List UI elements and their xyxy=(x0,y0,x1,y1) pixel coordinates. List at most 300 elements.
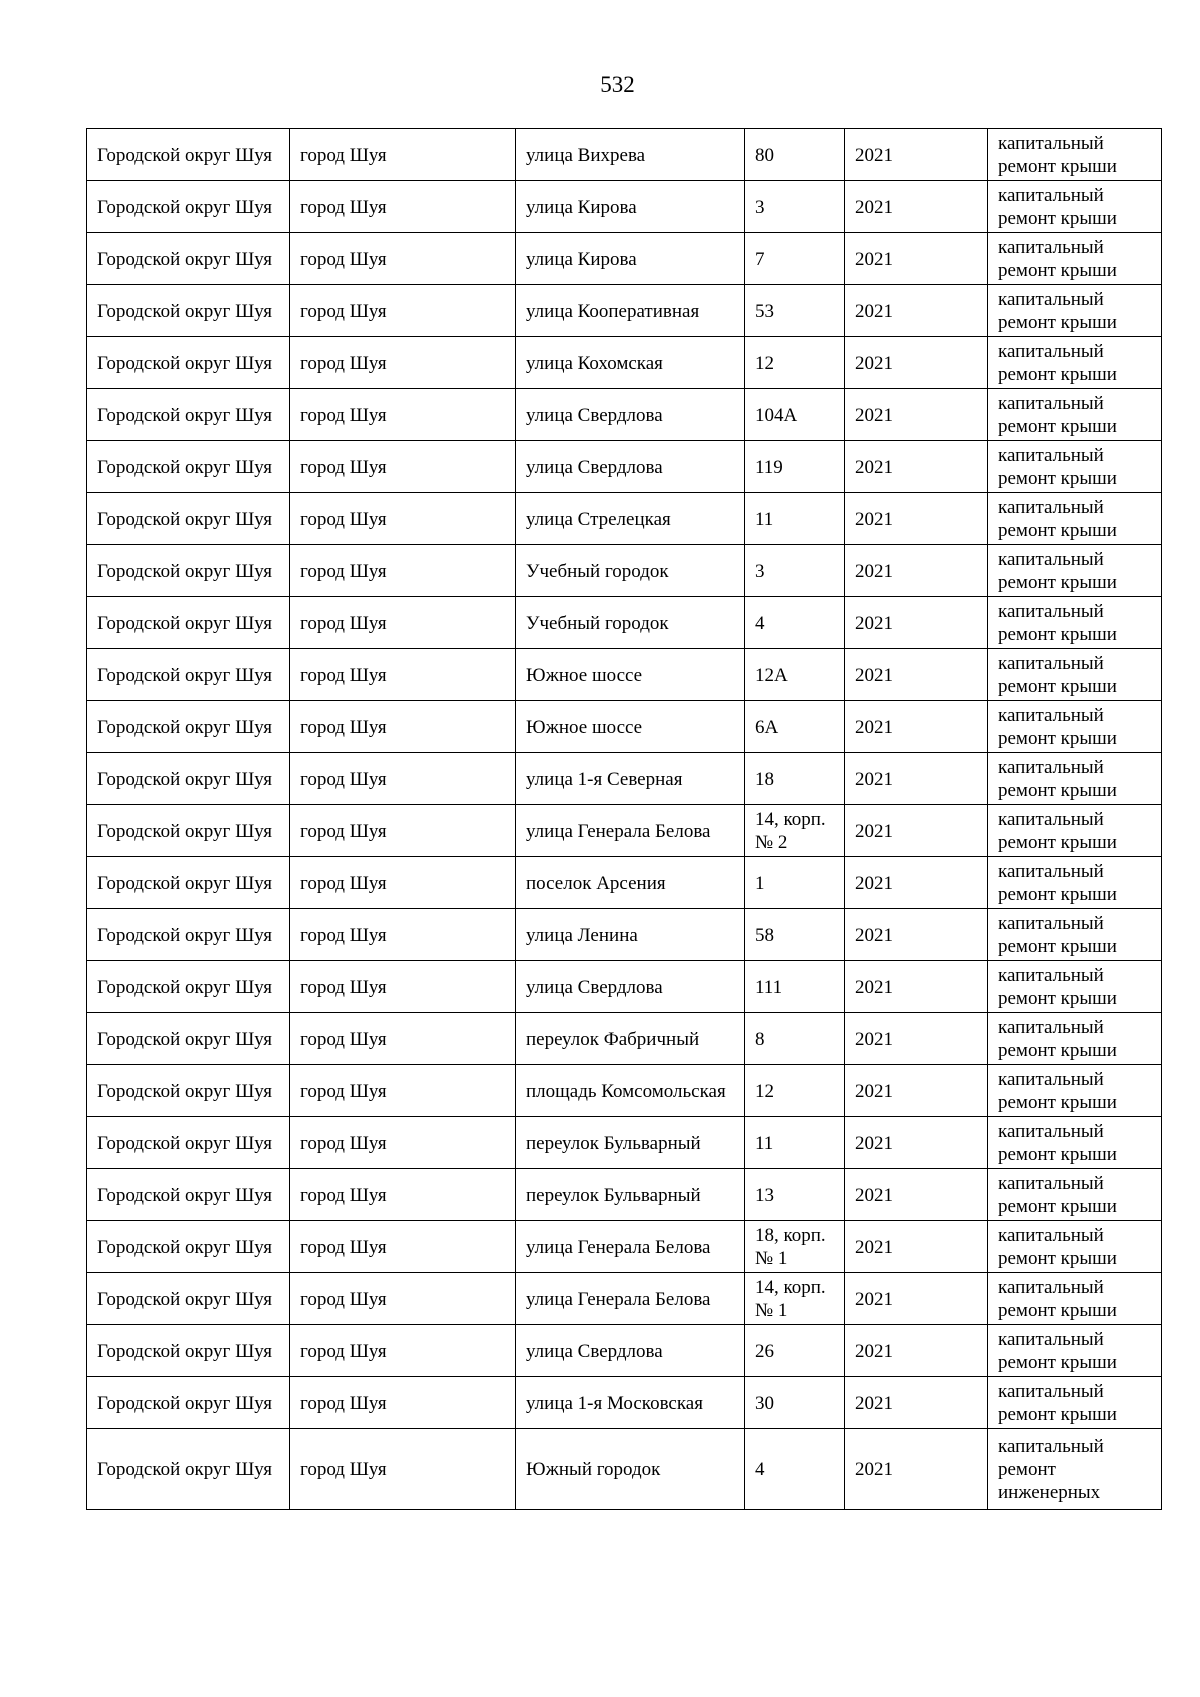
cell-municipality-text: Городской округ Шуя xyxy=(97,716,273,738)
cell-year xyxy=(845,181,988,233)
table-row xyxy=(87,545,1162,597)
cell-work-type-text: капитальный ремонт крыши xyxy=(998,1173,1117,1217)
cell-municipality-text: Городской округ Шуя xyxy=(97,404,273,426)
cell-house-number xyxy=(745,285,845,337)
cell-work-type xyxy=(988,961,1162,1013)
cell-work-type xyxy=(988,1377,1162,1429)
cell-house-number-text: 7 xyxy=(755,248,765,270)
cell-house-number xyxy=(745,961,845,1013)
cell-locality-text: город Шуя xyxy=(300,820,387,842)
cell-work-type-text: капитальный ремонт крыши xyxy=(998,809,1117,853)
cell-street-text: улица Свердлова xyxy=(526,404,663,426)
cell-house-number xyxy=(745,233,845,285)
cell-house-number-text: 6А xyxy=(755,716,779,738)
cell-year-text: 2021 xyxy=(855,1184,893,1206)
cell-house-number-text: 12 xyxy=(755,352,774,374)
cell-locality-text: город Шуя xyxy=(300,716,387,738)
cell-locality-text: город Шуя xyxy=(300,924,387,946)
cell-locality-text: город Шуя xyxy=(300,1340,387,1362)
cell-municipality xyxy=(87,129,290,181)
cell-street xyxy=(516,909,745,961)
cell-street-text: Южный городок xyxy=(526,1459,661,1480)
cell-street-text: улица Стрелецкая xyxy=(526,508,671,530)
cell-municipality xyxy=(87,285,290,337)
cell-year xyxy=(845,1221,988,1273)
cell-work-type xyxy=(988,909,1162,961)
cell-house-number-text: 12А xyxy=(755,664,788,686)
cell-municipality-text: Городской округ Шуя xyxy=(97,352,273,374)
cell-work-type-text: капитальный ремонт крыши xyxy=(998,913,1117,957)
cell-municipality xyxy=(87,1221,290,1273)
cell-house-number xyxy=(745,1325,845,1377)
cell-year-text: 2021 xyxy=(855,1132,893,1154)
table-row xyxy=(87,1429,1162,1510)
cell-year-text: 2021 xyxy=(855,456,893,478)
cell-locality-text: город Шуя xyxy=(300,508,387,530)
table-row xyxy=(87,285,1162,337)
cell-municipality-text: Городской округ Шуя xyxy=(97,1236,273,1258)
cell-house-number-text: 58 xyxy=(755,924,774,946)
cell-house-number xyxy=(745,1013,845,1065)
cell-house-number-text: 80 xyxy=(755,144,774,166)
cell-work-type-text: капитальный ремонт крыши xyxy=(998,289,1117,333)
cell-locality xyxy=(290,493,516,545)
cell-street xyxy=(516,753,745,805)
cell-locality-text: город Шуя xyxy=(300,196,387,218)
table-row xyxy=(87,1065,1162,1117)
cell-street-text: Южное шоссе xyxy=(526,716,643,738)
table-row xyxy=(87,1325,1162,1377)
cell-house-number-text: 119 xyxy=(755,456,783,478)
cell-year-text: 2021 xyxy=(855,1236,893,1258)
cell-work-type-text: капитальный ремонт крыши xyxy=(998,445,1117,489)
cell-work-type xyxy=(988,753,1162,805)
cell-work-type-text: капитальный ремонт крыши xyxy=(998,1225,1117,1269)
cell-street xyxy=(516,337,745,389)
cell-house-number xyxy=(745,129,845,181)
cell-municipality xyxy=(87,1169,290,1221)
cell-locality-text: город Шуя xyxy=(300,248,387,270)
cell-work-type-text: капитальный ремонт крыши xyxy=(998,237,1117,281)
table-row xyxy=(87,701,1162,753)
cell-street-text: улица Кооперативная xyxy=(526,300,700,322)
cell-house-number-text: 3 xyxy=(755,196,765,218)
cell-municipality-text: Городской округ Шуя xyxy=(97,1392,273,1414)
cell-house-number-text: 8 xyxy=(755,1028,765,1050)
cell-municipality xyxy=(87,181,290,233)
cell-municipality-text: Городской округ Шуя xyxy=(97,508,273,530)
cell-street xyxy=(516,1013,745,1065)
cell-year xyxy=(845,233,988,285)
table-row xyxy=(87,1377,1162,1429)
cell-municipality-text: Городской округ Шуя xyxy=(97,300,273,322)
cell-house-number xyxy=(745,337,845,389)
cell-work-type xyxy=(988,1429,1162,1510)
cell-work-type-text: капитальный ремонт крыши xyxy=(998,549,1117,593)
cell-street xyxy=(516,597,745,649)
cell-year-text: 2021 xyxy=(855,1459,893,1480)
cell-house-number-text: 14, корп. № 1 xyxy=(755,1277,826,1321)
cell-locality-text: город Шуя xyxy=(300,1288,387,1310)
cell-work-type xyxy=(988,701,1162,753)
cell-street xyxy=(516,1429,745,1510)
cell-street-text: улица Свердлова xyxy=(526,1340,663,1362)
cell-locality xyxy=(290,233,516,285)
cell-street xyxy=(516,1325,745,1377)
cell-street-text: улица 1-я Московская xyxy=(526,1392,703,1414)
cell-street xyxy=(516,1221,745,1273)
cell-year-text: 2021 xyxy=(855,1288,893,1310)
cell-locality xyxy=(290,701,516,753)
cell-year-text: 2021 xyxy=(855,352,893,374)
cell-locality-text: город Шуя xyxy=(300,352,387,374)
cell-year-text: 2021 xyxy=(855,716,893,738)
cell-locality-text: город Шуя xyxy=(300,976,387,998)
cell-municipality-text: Городской округ Шуя xyxy=(97,1132,273,1154)
table-body xyxy=(87,129,1162,1510)
cell-house-number-text: 30 xyxy=(755,1392,774,1414)
cell-municipality xyxy=(87,649,290,701)
cell-municipality xyxy=(87,753,290,805)
cell-house-number-text: 13 xyxy=(755,1184,774,1206)
cell-locality-text: город Шуя xyxy=(300,664,387,686)
cell-locality-text: город Шуя xyxy=(300,456,387,478)
cell-locality xyxy=(290,1117,516,1169)
cell-street-text: улица Генерала Белова xyxy=(526,1288,711,1310)
cell-house-number xyxy=(745,649,845,701)
cell-municipality-text: Городской округ Шуя xyxy=(97,1184,273,1206)
table-row xyxy=(87,337,1162,389)
cell-locality xyxy=(290,181,516,233)
cell-year xyxy=(845,129,988,181)
cell-street-text: улица Кохомская xyxy=(526,352,663,374)
cell-year xyxy=(845,1377,988,1429)
cell-work-type-text: капитальный ремонт крыши xyxy=(998,1069,1117,1113)
cell-work-type-text: капитальный ремонт крыши xyxy=(998,601,1117,645)
cell-work-type xyxy=(988,285,1162,337)
cell-work-type xyxy=(988,1013,1162,1065)
cell-locality xyxy=(290,1221,516,1273)
cell-locality xyxy=(290,961,516,1013)
cell-locality xyxy=(290,1013,516,1065)
cell-municipality xyxy=(87,1429,290,1510)
cell-work-type-text: капитальный ремонт крыши xyxy=(998,133,1117,177)
table-row xyxy=(87,1117,1162,1169)
cell-house-number-text: 111 xyxy=(755,976,783,998)
cell-street xyxy=(516,545,745,597)
cell-year-text: 2021 xyxy=(855,404,893,426)
cell-year-text: 2021 xyxy=(855,560,893,582)
cell-street-text: улица Кирова xyxy=(526,248,637,270)
cell-work-type xyxy=(988,441,1162,493)
cell-municipality xyxy=(87,337,290,389)
cell-house-number xyxy=(745,1221,845,1273)
cell-locality xyxy=(290,753,516,805)
cell-municipality-text: Городской округ Шуя xyxy=(97,976,273,998)
table-row xyxy=(87,649,1162,701)
cell-work-type-text: капитальный ремонт инженерных xyxy=(998,1436,1104,1503)
cell-house-number xyxy=(745,701,845,753)
cell-house-number xyxy=(745,389,845,441)
cell-street-text: Учебный городок xyxy=(526,612,669,634)
cell-locality xyxy=(290,1273,516,1325)
cell-street xyxy=(516,857,745,909)
cell-house-number-text: 11 xyxy=(755,1132,774,1154)
cell-municipality xyxy=(87,961,290,1013)
cell-year xyxy=(845,337,988,389)
cell-year xyxy=(845,1429,988,1510)
cell-house-number xyxy=(745,1429,845,1510)
cell-street-text: Учебный городок xyxy=(526,560,669,582)
cell-year-text: 2021 xyxy=(855,664,893,686)
cell-street-text: улица Генерала Белова xyxy=(526,820,711,842)
cell-locality-text: город Шуя xyxy=(300,144,387,166)
cell-municipality-text: Городской округ Шуя xyxy=(97,1459,273,1480)
repair-schedule-table xyxy=(86,128,1162,1510)
cell-municipality xyxy=(87,1117,290,1169)
cell-year-text: 2021 xyxy=(855,976,893,998)
cell-street-text: Южное шоссе xyxy=(526,664,643,686)
cell-year xyxy=(845,649,988,701)
cell-year-text: 2021 xyxy=(855,768,893,790)
cell-municipality-text: Городской округ Шуя xyxy=(97,820,273,842)
cell-locality-text: город Шуя xyxy=(300,1236,387,1258)
cell-work-type-text: капитальный ремонт крыши xyxy=(998,861,1117,905)
cell-locality-text: город Шуя xyxy=(300,1392,387,1414)
cell-house-number-text: 4 xyxy=(755,1459,765,1480)
cell-municipality-text: Городской округ Шуя xyxy=(97,144,273,166)
cell-year-text: 2021 xyxy=(855,508,893,530)
table-row xyxy=(87,441,1162,493)
cell-street-text: улица Свердлова xyxy=(526,456,663,478)
cell-street xyxy=(516,649,745,701)
cell-municipality xyxy=(87,1065,290,1117)
cell-work-type-text: капитальный ремонт крыши xyxy=(998,1121,1117,1165)
table-row xyxy=(87,597,1162,649)
cell-work-type xyxy=(988,597,1162,649)
cell-house-number xyxy=(745,753,845,805)
cell-house-number xyxy=(745,1065,845,1117)
cell-work-type xyxy=(988,805,1162,857)
cell-house-number xyxy=(745,597,845,649)
cell-work-type xyxy=(988,1325,1162,1377)
table-row xyxy=(87,1273,1162,1325)
cell-municipality-text: Городской округ Шуя xyxy=(97,248,273,270)
cell-municipality xyxy=(87,1377,290,1429)
cell-municipality xyxy=(87,701,290,753)
cell-municipality-text: Городской округ Шуя xyxy=(97,664,273,686)
cell-work-type-text: капитальный ремонт крыши xyxy=(998,653,1117,697)
cell-year-text: 2021 xyxy=(855,196,893,218)
cell-street xyxy=(516,701,745,753)
cell-year xyxy=(845,493,988,545)
cell-work-type xyxy=(988,1221,1162,1273)
cell-work-type-text: капитальный ремонт крыши xyxy=(998,393,1117,437)
cell-street xyxy=(516,129,745,181)
cell-year-text: 2021 xyxy=(855,820,893,842)
cell-locality xyxy=(290,597,516,649)
cell-municipality-text: Городской округ Шуя xyxy=(97,1288,273,1310)
cell-year xyxy=(845,701,988,753)
cell-locality xyxy=(290,1429,516,1510)
cell-year xyxy=(845,805,988,857)
cell-work-type xyxy=(988,1117,1162,1169)
cell-municipality-text: Городской округ Шуя xyxy=(97,612,273,634)
cell-street-text: улица Вихрева xyxy=(526,144,646,166)
cell-house-number-text: 12 xyxy=(755,1080,774,1102)
cell-street xyxy=(516,1273,745,1325)
cell-year xyxy=(845,857,988,909)
cell-locality-text: город Шуя xyxy=(300,768,387,790)
cell-street-text: переулок Бульварный xyxy=(526,1132,701,1154)
cell-locality-text: город Шуя xyxy=(300,1028,387,1050)
cell-work-type-text: капитальный ремонт крыши xyxy=(998,1277,1117,1321)
cell-work-type xyxy=(988,1273,1162,1325)
cell-house-number xyxy=(745,545,845,597)
cell-work-type-text: капитальный ремонт крыши xyxy=(998,1381,1117,1425)
table-row xyxy=(87,129,1162,181)
cell-locality xyxy=(290,1377,516,1429)
cell-municipality-text: Городской округ Шуя xyxy=(97,456,273,478)
cell-municipality xyxy=(87,1013,290,1065)
cell-locality-text: город Шуя xyxy=(300,560,387,582)
cell-locality xyxy=(290,649,516,701)
cell-year xyxy=(845,285,988,337)
cell-municipality xyxy=(87,1273,290,1325)
cell-locality-text: город Шуя xyxy=(300,1184,387,1206)
cell-work-type xyxy=(988,649,1162,701)
cell-locality xyxy=(290,545,516,597)
cell-house-number xyxy=(745,1273,845,1325)
cell-work-type xyxy=(988,181,1162,233)
cell-work-type xyxy=(988,857,1162,909)
cell-municipality-text: Городской округ Шуя xyxy=(97,872,273,894)
cell-work-type-text: капитальный ремонт крыши xyxy=(998,757,1117,801)
cell-street-text: улица Ленина xyxy=(526,924,638,946)
cell-year-text: 2021 xyxy=(855,872,893,894)
cell-work-type-text: капитальный ремонт крыши xyxy=(998,965,1117,1009)
cell-year xyxy=(845,1013,988,1065)
cell-locality xyxy=(290,1325,516,1377)
cell-work-type-text: капитальный ремонт крыши xyxy=(998,1017,1117,1061)
cell-year xyxy=(845,1065,988,1117)
cell-locality xyxy=(290,337,516,389)
cell-municipality-text: Городской округ Шуя xyxy=(97,1080,273,1102)
cell-street-text: улица Генерала Белова xyxy=(526,1236,711,1258)
cell-street-text: улица Свердлова xyxy=(526,976,663,998)
table-row xyxy=(87,233,1162,285)
cell-house-number xyxy=(745,1117,845,1169)
cell-house-number-text: 11 xyxy=(755,508,774,530)
cell-house-number-text: 26 xyxy=(755,1340,774,1362)
cell-year xyxy=(845,1325,988,1377)
table-row xyxy=(87,1169,1162,1221)
cell-house-number-text: 53 xyxy=(755,300,774,322)
cell-house-number xyxy=(745,909,845,961)
cell-work-type xyxy=(988,129,1162,181)
cell-house-number-text: 18, корп. № 1 xyxy=(755,1225,826,1269)
cell-house-number-text: 104А xyxy=(755,404,798,426)
cell-municipality-text: Городской округ Шуя xyxy=(97,1028,273,1050)
cell-street-text: поселок Арсения xyxy=(526,872,666,894)
table-row xyxy=(87,389,1162,441)
cell-work-type-text: капитальный ремонт крыши xyxy=(998,1329,1117,1373)
cell-work-type xyxy=(988,389,1162,441)
cell-locality xyxy=(290,441,516,493)
cell-house-number xyxy=(745,441,845,493)
cell-year xyxy=(845,597,988,649)
cell-house-number-text: 3 xyxy=(755,560,765,582)
cell-municipality xyxy=(87,545,290,597)
cell-municipality xyxy=(87,389,290,441)
cell-year-text: 2021 xyxy=(855,1028,893,1050)
cell-street-text: площадь Комсомольская xyxy=(526,1080,726,1102)
cell-year xyxy=(845,961,988,1013)
cell-house-number xyxy=(745,181,845,233)
table-row xyxy=(87,909,1162,961)
table-row xyxy=(87,1221,1162,1273)
cell-street-text: улица 1-я Северная xyxy=(526,768,683,790)
cell-house-number-text: 4 xyxy=(755,612,765,634)
cell-locality-text: город Шуя xyxy=(300,1132,387,1154)
cell-municipality-text: Городской округ Шуя xyxy=(97,196,273,218)
cell-year-text: 2021 xyxy=(855,924,893,946)
cell-year-text: 2021 xyxy=(855,248,893,270)
cell-street xyxy=(516,805,745,857)
cell-year-text: 2021 xyxy=(855,612,893,634)
cell-locality-text: город Шуя xyxy=(300,1080,387,1102)
cell-street-text: переулок Фабричный xyxy=(526,1028,700,1050)
cell-work-type xyxy=(988,1065,1162,1117)
cell-locality-text: город Шуя xyxy=(300,404,387,426)
table-row xyxy=(87,961,1162,1013)
cell-municipality-text: Городской округ Шуя xyxy=(97,560,273,582)
table-row xyxy=(87,493,1162,545)
cell-locality-text: город Шуя xyxy=(300,300,387,322)
table-row xyxy=(87,1013,1162,1065)
cell-street xyxy=(516,181,745,233)
cell-municipality xyxy=(87,233,290,285)
cell-house-number-text: 18 xyxy=(755,768,774,790)
cell-municipality xyxy=(87,1325,290,1377)
cell-year xyxy=(845,909,988,961)
cell-municipality-text: Городской округ Шуя xyxy=(97,1340,273,1362)
cell-year xyxy=(845,389,988,441)
cell-locality xyxy=(290,1065,516,1117)
cell-house-number xyxy=(745,493,845,545)
cell-municipality-text: Городской округ Шуя xyxy=(97,768,273,790)
cell-work-type xyxy=(988,337,1162,389)
cell-street xyxy=(516,233,745,285)
cell-year-text: 2021 xyxy=(855,1080,893,1102)
cell-locality-text: город Шуя xyxy=(300,1459,387,1480)
cell-work-type-text: капитальный ремонт крыши xyxy=(998,497,1117,541)
cell-year xyxy=(845,1117,988,1169)
cell-year-text: 2021 xyxy=(855,1392,893,1414)
cell-municipality xyxy=(87,805,290,857)
cell-street-text: переулок Бульварный xyxy=(526,1184,701,1206)
cell-street-text: улица Кирова xyxy=(526,196,637,218)
cell-year xyxy=(845,1169,988,1221)
cell-street xyxy=(516,1377,745,1429)
cell-work-type xyxy=(988,545,1162,597)
cell-house-number xyxy=(745,805,845,857)
table-row xyxy=(87,857,1162,909)
cell-work-type xyxy=(988,493,1162,545)
cell-house-number xyxy=(745,1169,845,1221)
cell-municipality xyxy=(87,597,290,649)
cell-locality-text: город Шуя xyxy=(300,612,387,634)
